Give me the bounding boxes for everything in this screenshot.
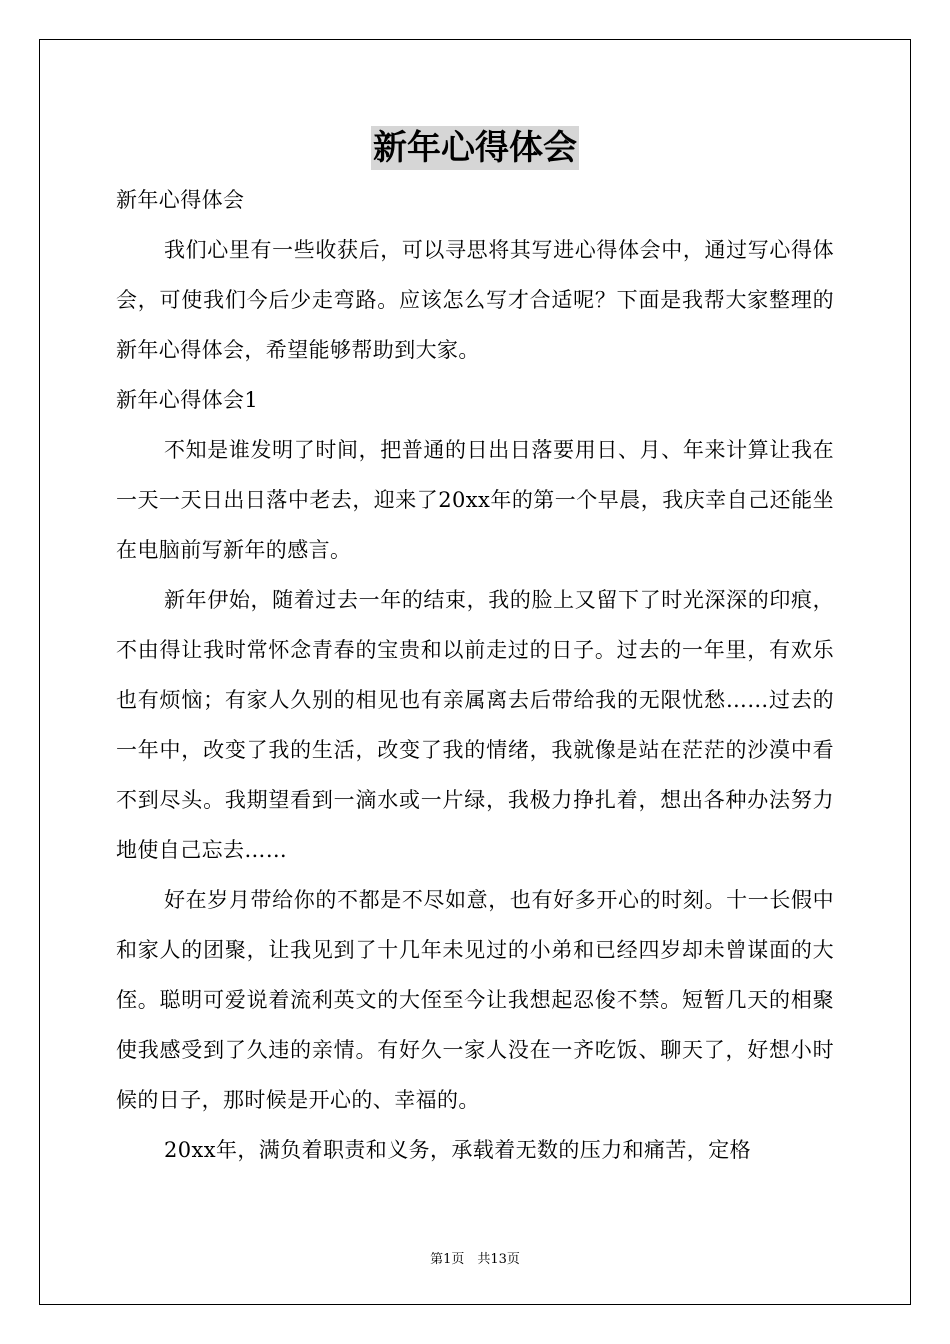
document-body [116,175,834,1175]
paragraph: 新年伊始，随着过去一年的结束，我的脸上又留下了时光深深的印痕，不由得让我时常怀念青春的宝贵和以前走过的日子。过去的一年里，有欢乐也有烦恼；有家人久别的相见也有亲属离去后带给我的无限忧愁……过去的一年中，改变了我的生活，改变了我的情绪，我就像是站在茫茫的沙漠中看不到尽头。我期望看到一滴水或一片绿，我极力挣扎着，想出各种办法努力地使自己忘去…… [116,588,834,862]
paragraph: 20xx年，满负着职责和义务，承载着无数的压力和痛苦，定格 [164,1138,752,1162]
paragraph: 好在岁月带给你的不都是不尽如意，也有好多开心的时刻。十一长假中和家人的团聚，让我见到了十几年未见过的小弟和已经四岁却未曾谋面的大侄。聪明可爱说着流利英文的大侄至今让我想起忍俊不禁。短暂几天的相聚使我感受到了久违的亲情。有好久一家人没在一齐吃饭、聊天了，好想小时候的日子，那时候是开心的、幸福的。 [116,888,834,1112]
paragraph: 我们心里有一些收获后，可以寻思将其写进心得体会中，通过写心得体会，可使我们今后少走弯路。应该怎么写才合适呢？下面是我帮大家整理的新年心得体会，希望能够帮助到大家。 [116,238,834,362]
title-container [0,126,950,170]
paragraph: 不知是谁发明了时间，把普通的日出日落要用日、月、年来计算让我在一天一天日出日落中老去，迎来了20xx年的第一个早晨，我庆幸自己还能坐在电脑前写新年的感言。 [116,438,834,562]
paragraph: 新年心得体会 [116,188,245,212]
page-footer: 第1页 共13页 [430,1252,520,1267]
section-heading: 新年心得体会1 [116,388,259,412]
document-title: 新年心得体会 [373,128,577,168]
